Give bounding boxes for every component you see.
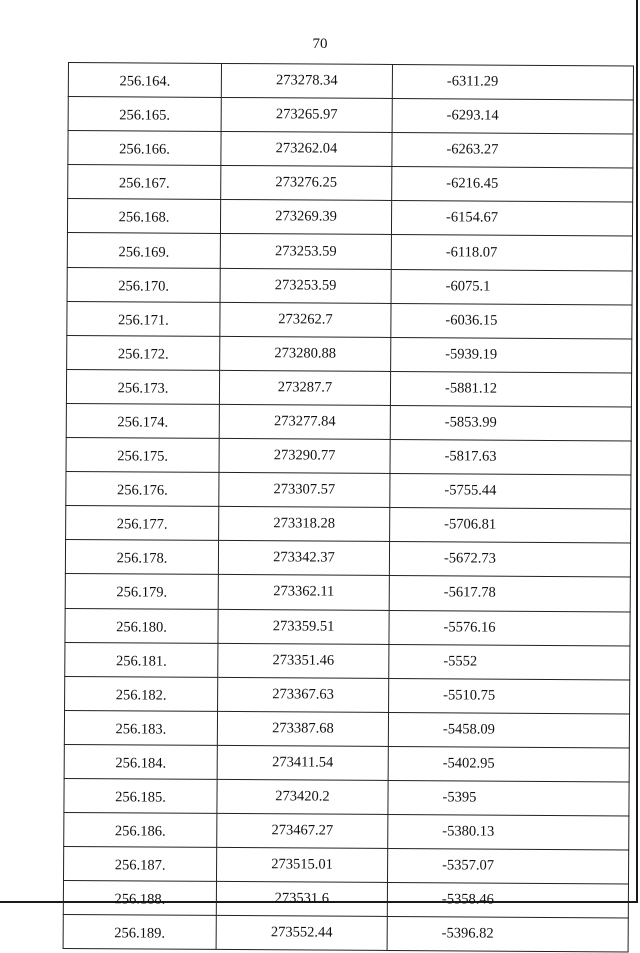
table-row xyxy=(67,267,632,305)
x-coordinate-cell: 273276.25 xyxy=(221,166,392,201)
coordinates-table xyxy=(63,62,634,953)
point-number-cell: 256.166. xyxy=(68,131,221,166)
point-number-cell: 256.183. xyxy=(64,710,217,745)
table-row xyxy=(64,744,629,782)
table-row xyxy=(64,813,629,851)
x-coordinate-cell: 273253.59 xyxy=(220,234,391,269)
table-row xyxy=(67,301,632,339)
y-coordinate-cell: -5458.09 xyxy=(388,712,629,748)
y-coordinate-cell: -5552 xyxy=(389,644,630,680)
table-row xyxy=(67,199,632,237)
x-coordinate-cell: 273262.04 xyxy=(221,132,392,167)
table-row xyxy=(65,676,630,714)
x-coordinate-cell: 273287.7 xyxy=(219,370,390,405)
y-coordinate-cell: -6311.29 xyxy=(392,64,633,100)
x-coordinate-cell: 273253.59 xyxy=(220,268,391,303)
table-row xyxy=(64,710,629,748)
point-number-cell: 256.182. xyxy=(65,676,218,711)
y-coordinate-cell: -6075.1 xyxy=(391,269,632,305)
point-number-cell: 256.186. xyxy=(64,813,217,848)
table-row xyxy=(63,847,628,885)
y-coordinate-cell: -6154.67 xyxy=(391,201,632,237)
table-row xyxy=(66,369,631,407)
table-row xyxy=(63,881,628,919)
y-coordinate-cell: -5706.81 xyxy=(390,508,631,544)
y-coordinate-cell: -5576.16 xyxy=(389,610,630,646)
y-coordinate-cell: -5817.63 xyxy=(390,440,631,476)
x-coordinate-cell: 273280.88 xyxy=(220,336,391,371)
point-number-cell: 256.172. xyxy=(67,335,220,370)
x-coordinate-cell: 273262.7 xyxy=(220,302,391,337)
x-coordinate-cell: 273359.51 xyxy=(218,609,389,644)
table-row xyxy=(68,63,633,101)
y-coordinate-cell: -6216.45 xyxy=(392,167,633,203)
y-coordinate-cell: -5396.82 xyxy=(387,917,628,953)
point-number-cell: 256.164. xyxy=(68,63,221,98)
point-number-cell: 256.187. xyxy=(63,847,216,882)
table-row xyxy=(67,233,632,271)
table-row xyxy=(65,642,630,680)
y-coordinate-cell: -5939.19 xyxy=(391,337,632,373)
coordinates-table-body xyxy=(63,63,633,953)
point-number-cell: 256.181. xyxy=(65,642,218,677)
point-number-cell: 256.175. xyxy=(66,438,219,473)
point-number-cell: 256.173. xyxy=(66,369,219,404)
point-number-cell: 256.171. xyxy=(67,301,220,336)
y-coordinate-cell: -5617.78 xyxy=(389,576,630,612)
table-row xyxy=(65,608,630,646)
point-number-cell: 256.170. xyxy=(67,267,220,302)
table-row xyxy=(68,131,633,169)
x-coordinate-cell: 273278.34 xyxy=(221,63,392,98)
x-coordinate-cell: 273265.97 xyxy=(221,98,392,133)
point-number-cell: 256.176. xyxy=(66,472,219,507)
point-number-cell: 256.185. xyxy=(64,778,217,813)
y-coordinate-cell: -5402.95 xyxy=(388,746,629,782)
point-number-cell: 256.189. xyxy=(63,915,216,950)
table-row xyxy=(64,778,629,816)
x-coordinate-cell: 273351.46 xyxy=(218,643,389,678)
point-number-cell: 256.180. xyxy=(65,608,218,643)
x-coordinate-cell: 273515.01 xyxy=(216,848,387,883)
point-number-cell: 256.178. xyxy=(65,540,218,575)
table-row xyxy=(65,540,630,578)
point-number-cell: 256.165. xyxy=(68,97,221,132)
y-coordinate-cell: -6293.14 xyxy=(392,99,633,135)
y-coordinate-cell: -5358.46 xyxy=(387,883,628,919)
point-number-cell: 256.168. xyxy=(67,199,220,234)
y-coordinate-cell: -5395 xyxy=(388,780,629,816)
x-coordinate-cell: 273420.2 xyxy=(217,779,388,814)
x-coordinate-cell: 273277.84 xyxy=(219,404,390,439)
y-coordinate-cell: -6263.27 xyxy=(392,133,633,169)
y-coordinate-cell: -5853.99 xyxy=(390,405,631,441)
y-coordinate-cell: -6036.15 xyxy=(391,303,632,339)
table-row xyxy=(66,403,631,441)
point-number-cell: 256.184. xyxy=(64,744,217,779)
table-row xyxy=(67,335,632,373)
x-coordinate-cell: 273367.63 xyxy=(218,677,389,712)
y-coordinate-cell: -5881.12 xyxy=(390,371,631,407)
y-coordinate-cell: -5380.13 xyxy=(388,815,629,851)
x-coordinate-cell: 273269.39 xyxy=(220,200,391,235)
point-number-cell: 256.169. xyxy=(67,233,220,268)
x-coordinate-cell: 273342.37 xyxy=(218,541,389,576)
table-row xyxy=(68,165,633,203)
x-coordinate-cell: 273411.54 xyxy=(217,745,388,780)
x-coordinate-cell: 273552.44 xyxy=(216,916,387,951)
table-row xyxy=(66,506,631,544)
point-number-cell: 256.174. xyxy=(66,403,219,438)
y-coordinate-cell: -5755.44 xyxy=(390,474,631,510)
y-coordinate-cell: -5357.07 xyxy=(387,849,628,885)
table-row xyxy=(68,97,633,135)
x-coordinate-cell: 273531.6 xyxy=(216,882,387,917)
x-coordinate-cell: 273387.68 xyxy=(217,711,388,746)
y-coordinate-cell: -6118.07 xyxy=(391,235,632,271)
x-coordinate-cell: 273467.27 xyxy=(217,813,388,848)
point-number-cell: 256.177. xyxy=(66,506,219,541)
y-coordinate-cell: -5510.75 xyxy=(389,678,630,714)
table-row xyxy=(66,438,631,476)
x-coordinate-cell: 273362.11 xyxy=(218,575,389,610)
page-number: 70 xyxy=(312,36,328,52)
x-coordinate-cell: 273318.28 xyxy=(219,507,390,542)
table-row xyxy=(63,915,628,953)
x-coordinate-cell: 273307.57 xyxy=(219,473,390,508)
point-number-cell: 256.167. xyxy=(68,165,221,200)
table-row xyxy=(65,574,630,612)
table-row xyxy=(66,472,631,510)
point-number-cell: 256.188. xyxy=(63,881,216,916)
y-coordinate-cell: -5672.73 xyxy=(389,542,630,578)
point-number-cell: 256.179. xyxy=(65,574,218,609)
x-coordinate-cell: 273290.77 xyxy=(219,438,390,473)
